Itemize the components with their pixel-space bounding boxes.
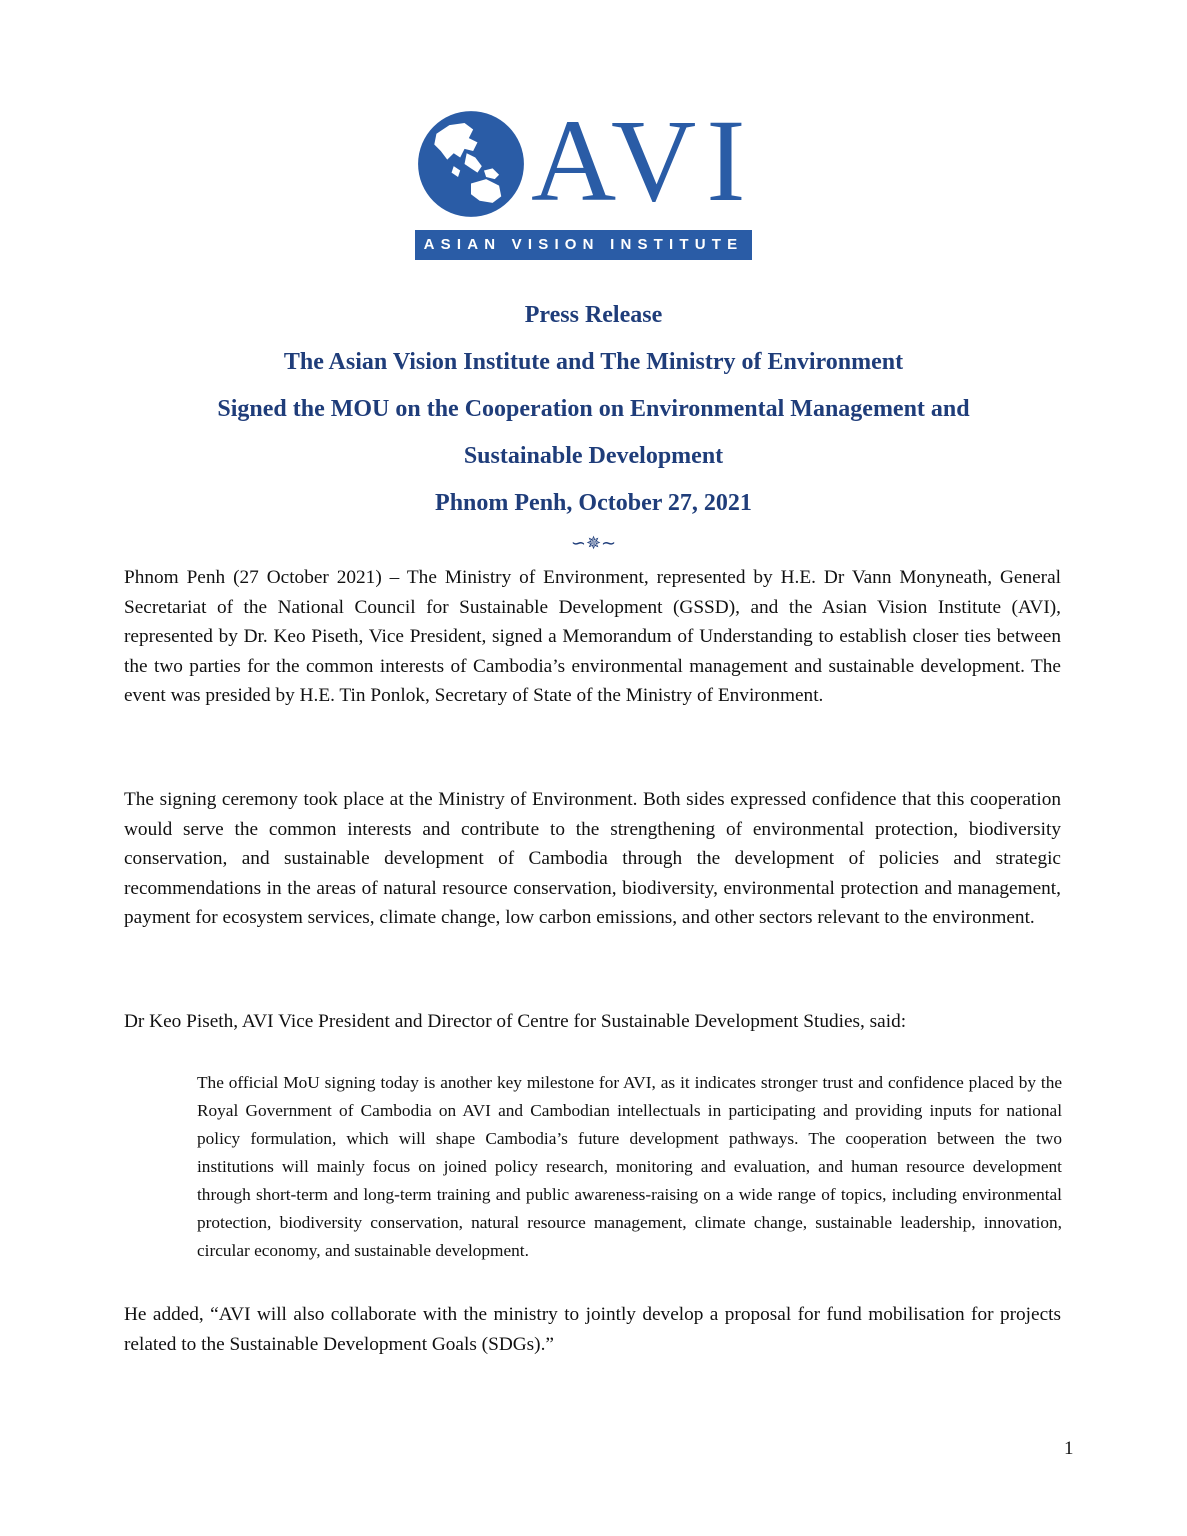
ornament-divider-icon: ∽✵∼ xyxy=(570,533,617,553)
paragraph-closing: He added, “AVI will also collaborate with the ministry to jointly develop a proposal for fund mobilisation for projects related to the Sustainable Development Goals (SDGs).” xyxy=(124,1304,1061,1355)
globe-icon xyxy=(417,110,525,218)
paragraph-ceremony: The signing ceremony took place at the Ministry of Environment. Both sides expressed confidence that this cooperation would serve the common interests and contribute to the strengthening of environmental protection, biodiversity conservation, and sustainable development of Cambodia through the development of policies and strategic recommendations in the areas of natural resource conservation, biodiversity, environmental protection and management, payment for ecosystem services, climate change, low carbon emissions, and other sectors relevant to the environment. xyxy=(124,789,1061,929)
press-release-label: Press Release xyxy=(524,302,663,328)
page-number: 1 xyxy=(1064,1438,1074,1459)
avi-logo xyxy=(413,95,758,260)
dateline: Phnom Penh, October 27, 2021 xyxy=(435,490,752,516)
paragraph-intro: Phnom Penh (27 October 2021) – The Ministry of Environment, represented by H.E. Dr Vann Monyneath, General Secretariat of the National Council for Sustainable Development (GSSD), and the Asian Vision Institute (AVI), represented by Dr. Keo Piseth, Vice President, signed a Memorandum of Understanding to establish closer ties between the two parties for the common interests of Cambodia’s environmental management and sustainable development. The event was presided by H.E. Tin Ponlok, Secretary of State of the Ministry of Environment. xyxy=(124,567,1061,707)
title-line-2: Signed the MOU on the Cooperation on Environmental Management and xyxy=(217,396,970,422)
press-release-header xyxy=(0,296,1187,531)
title-line-3: Sustainable Development xyxy=(463,443,724,469)
paragraph-speaker: Dr Keo Piseth, AVI Vice President and Director of Centre for Sustainable Development Studies, said: xyxy=(124,1011,907,1032)
title-line-1: The Asian Vision Institute and The Ministry of Environment xyxy=(283,349,904,375)
logo-letters: AVI xyxy=(531,95,756,226)
logo-tagline: ASIAN VISION INSTITUTE xyxy=(415,230,752,260)
block-quote: The official MoU signing today is another key milestone for AVI, as it indicates stronger trust and confidence placed by the Royal Government of Cambodia on AVI and Cambodian intellectuals in participating and providing inputs for national policy formulation, which will shape Cambodia’s future development pathways. The cooperation between the two institutions will mainly focus on joined policy research, monitoring and evaluation, and human resource development through short-term and long-term training and public awareness-raising on a wide range of topics, including environmental protection, biodiversity conservation, natural resource management, climate change, sustainable leadership, innovation, circular economy, and sustainable development. xyxy=(197,1073,1062,1260)
